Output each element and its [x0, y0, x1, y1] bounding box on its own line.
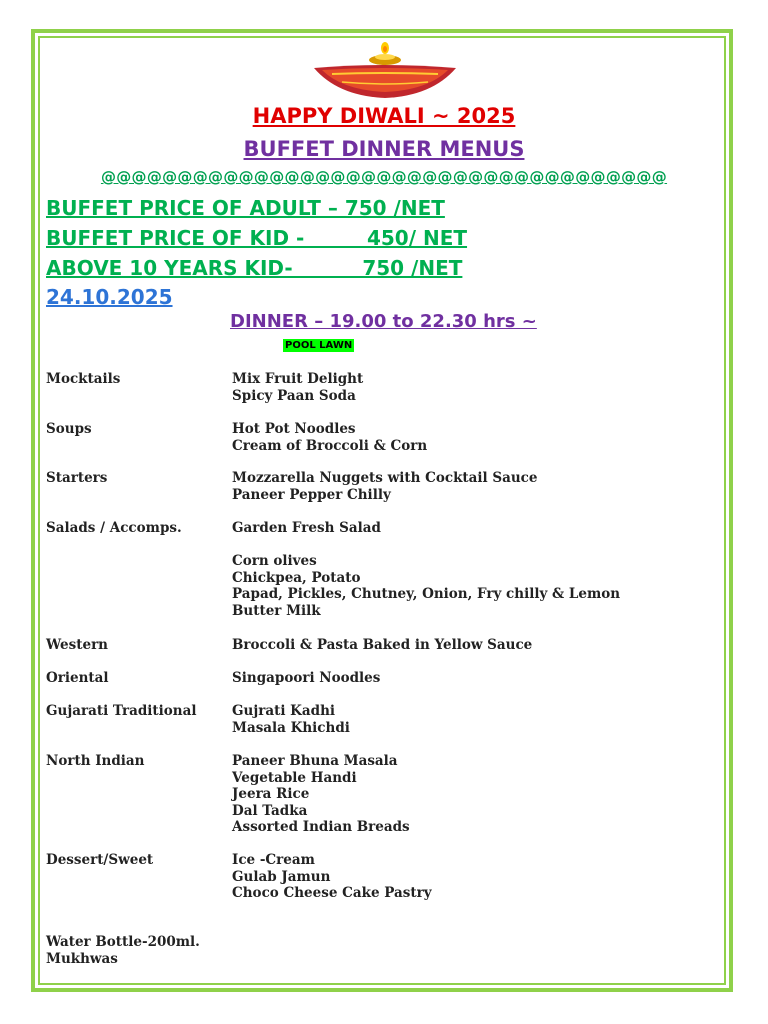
- menu-item: Singapoori Noodles: [232, 670, 381, 686]
- menu-item: Cream of Broccoli & Corn: [232, 437, 428, 454]
- menu-items: [232, 852, 432, 902]
- menu-item: Gujrati Kadhi: [232, 703, 336, 719]
- menu-item: Gulab Jamun: [232, 868, 331, 885]
- menu-items: [232, 470, 537, 503]
- menu-item: Spicy Paan Soda: [232, 387, 356, 404]
- menu-category: Salads / Accomps.: [46, 520, 182, 536]
- menu-category: Mocktails: [46, 371, 121, 387]
- venue-badge: POOL LAWN: [285, 340, 353, 351]
- page-subtitle: BUFFET DINNER MENUS: [243, 137, 525, 161]
- menu-category: Starters: [46, 470, 108, 486]
- menu-items: [232, 703, 350, 736]
- menu-item: Garden Fresh Salad: [232, 520, 381, 536]
- price-adult: BUFFET PRICE OF ADULT – 750 /NET: [46, 196, 445, 220]
- footer-water: Water Bottle-200ml.: [46, 934, 200, 950]
- menu-item: Assorted Indian Breads: [232, 819, 410, 836]
- page-title: HAPPY DIWALI ~ 2025: [252, 104, 516, 128]
- menu-category: Oriental: [46, 670, 109, 686]
- menu-category: Gujarati Traditional: [46, 703, 197, 719]
- price-kid: BUFFET PRICE OF KID - 450/ NET: [46, 226, 468, 250]
- menu-category: North Indian: [46, 753, 145, 769]
- menu-item: Ice -Cream: [232, 852, 315, 868]
- event-date: 24.10.2025: [46, 285, 173, 309]
- menu-item: Paneer Pepper Chilly: [232, 486, 391, 503]
- menu-item: Hot Pot Noodles: [232, 421, 356, 437]
- price-above-10: ABOVE 10 YEARS KID- 750 /NET: [46, 256, 463, 280]
- footer-mukhwas: Mukhwas: [46, 951, 118, 967]
- menu-items: [232, 637, 532, 654]
- menu-items: [232, 753, 410, 836]
- menu-item: Paneer Bhuna Masala: [232, 753, 398, 769]
- menu-items: [232, 670, 380, 687]
- menu-item: Vegetable Handi: [232, 769, 357, 786]
- menu-item: [232, 537, 620, 554]
- menu-item: Broccoli & Pasta Baked in Yellow Sauce: [232, 637, 533, 653]
- menu-item: Papad, Pickles, Chutney, Onion, Fry chilly & Lemon: [232, 586, 621, 603]
- menu-items: [232, 520, 620, 620]
- menu-item: Butter Milk: [232, 602, 321, 619]
- menu-item: Masala Khichdi: [232, 719, 350, 736]
- menu-category: Dessert/Sweet: [46, 852, 154, 868]
- menu-category: Western: [46, 637, 109, 653]
- menu-item: Jeera Rice: [232, 786, 310, 803]
- menu-items: [232, 371, 363, 404]
- menu-category: Soups: [46, 421, 92, 437]
- menu-item: Corn olives: [232, 553, 317, 570]
- separator-line: @@@@@@@@@@@@@@@@@@@@@@@@@@@@@@@@@@@@@: [100, 168, 668, 186]
- menu-item: Mozzarella Nuggets with Cocktail Sauce: [232, 470, 538, 486]
- menu-item: Mix Fruit Delight: [232, 371, 364, 387]
- menu-item: Choco Cheese Cake Pastry: [232, 885, 432, 902]
- menu-item: Chickpea, Potato: [232, 569, 361, 586]
- menu-item: Dal Tadka: [232, 802, 308, 819]
- diya-lamp-icon: [312, 42, 458, 100]
- dinner-time: DINNER – 19.00 to 22.30 hrs ~: [230, 311, 537, 332]
- menu-items: [232, 421, 427, 454]
